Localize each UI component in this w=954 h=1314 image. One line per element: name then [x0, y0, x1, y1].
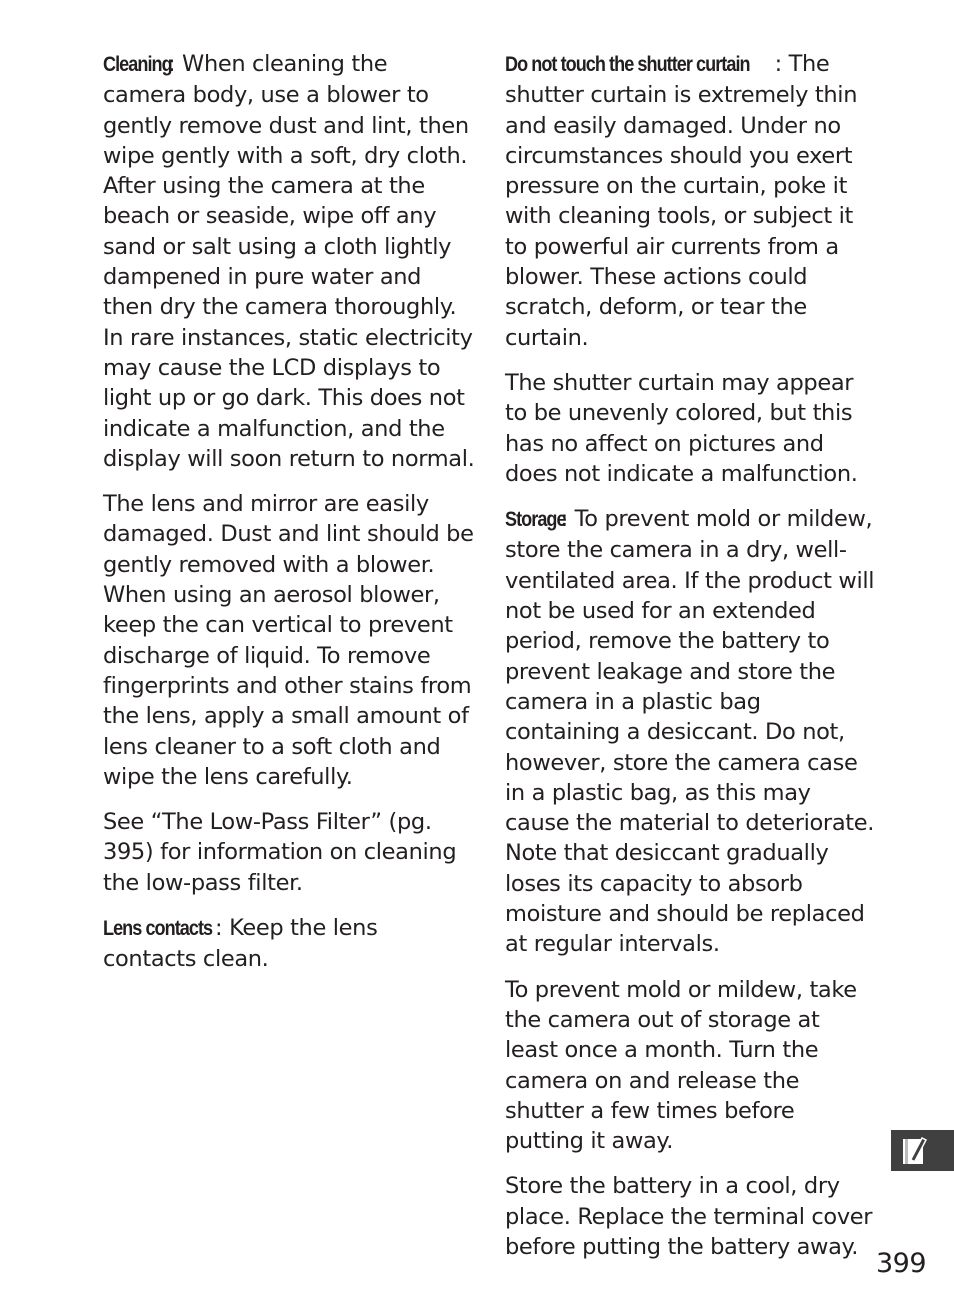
uneven-color-paragraph: The shutter curtain may appear to be unevenly colored, but this has no affect on pictures and does not indicate a malfunction. — [505, 369, 858, 487]
storage-text: : To prevent mold or mildew, store the camera in a dry, well-ventilated area. If the product will not be used for an extended period, remove the battery to prevent leakage and store the camera in a plastic bag containing a desiccant. Do not, however, store the camera case in a plastic bag, as this may cause the material to deteriorate. Note that desiccant gradually loses its capacity to absorb moisture and should be replaced at regular intervals. — [505, 506, 875, 958]
cleaning-paragraph — [103, 49, 475, 474]
shutter-curtain-term: Do not touch the shutter curtain — [505, 53, 750, 76]
lens-contacts-term: Lens contacts — [103, 917, 213, 941]
notes-pencil-icon — [901, 1135, 929, 1167]
battery-paragraph: Store the battery in a cool, dry place. Replace the terminal cover before putting the battery away. — [505, 1173, 873, 1260]
cleaning-term: Cleaning — [103, 53, 172, 76]
monthly-paragraph: To prevent mold or mildew, take the camera out of storage at least once a month. Turn the camera on and release the shutter a few times before putting it away. — [505, 976, 857, 1155]
storage-term: Storage — [505, 508, 566, 532]
page-number: 399 — [876, 1248, 927, 1279]
lens-mirror-paragraph: The lens and mirror are easily damaged. Dust and lint should be gently removed with a blower. When using an aerosol blower, keep the can vertical to prevent discharge of liquid. To remove fingerprints and other stains from the lens, apply a small amount of lens cleaner to a soft cloth and wipe the lens carefully. — [103, 491, 474, 790]
left-column — [103, 49, 475, 990]
right-column — [505, 49, 877, 1277]
storage-paragraph — [505, 504, 877, 959]
lens-contacts-paragraph — [103, 913, 475, 975]
low-pass-reference-paragraph: See “The Low-Pass Filter” (pg. 395) for information on cleaning the low-pass filter. — [103, 809, 457, 896]
shutter-curtain-text: : The shutter curtain is extremely thin and easily damaged. Under no circumstances should you exert pressure on the curtain, poke it with cleaning tools, or subject it to powerful air currents from a blower. These actions could scratch, deform, or tear the curtain. — [505, 51, 858, 351]
section-tab — [891, 1130, 954, 1171]
lens-contacts-text: : Keep the lens contacts clean. — [103, 915, 378, 973]
shutter-curtain-paragraph — [505, 49, 877, 353]
cleaning-text: : When cleaning the camera body, use a blower to gently remove dust and lint, then wipe gently with a soft, dry cloth. After using the camera at the beach or seaside, wipe off any sand or salt using a cloth lightly dampened in pure water and then dry the camera thoroughly. In rare instances, static electricity may cause the LCD displays to light up or go dark. This does not indicate a malfunction, and the display will soon return to normal. — [103, 51, 475, 472]
